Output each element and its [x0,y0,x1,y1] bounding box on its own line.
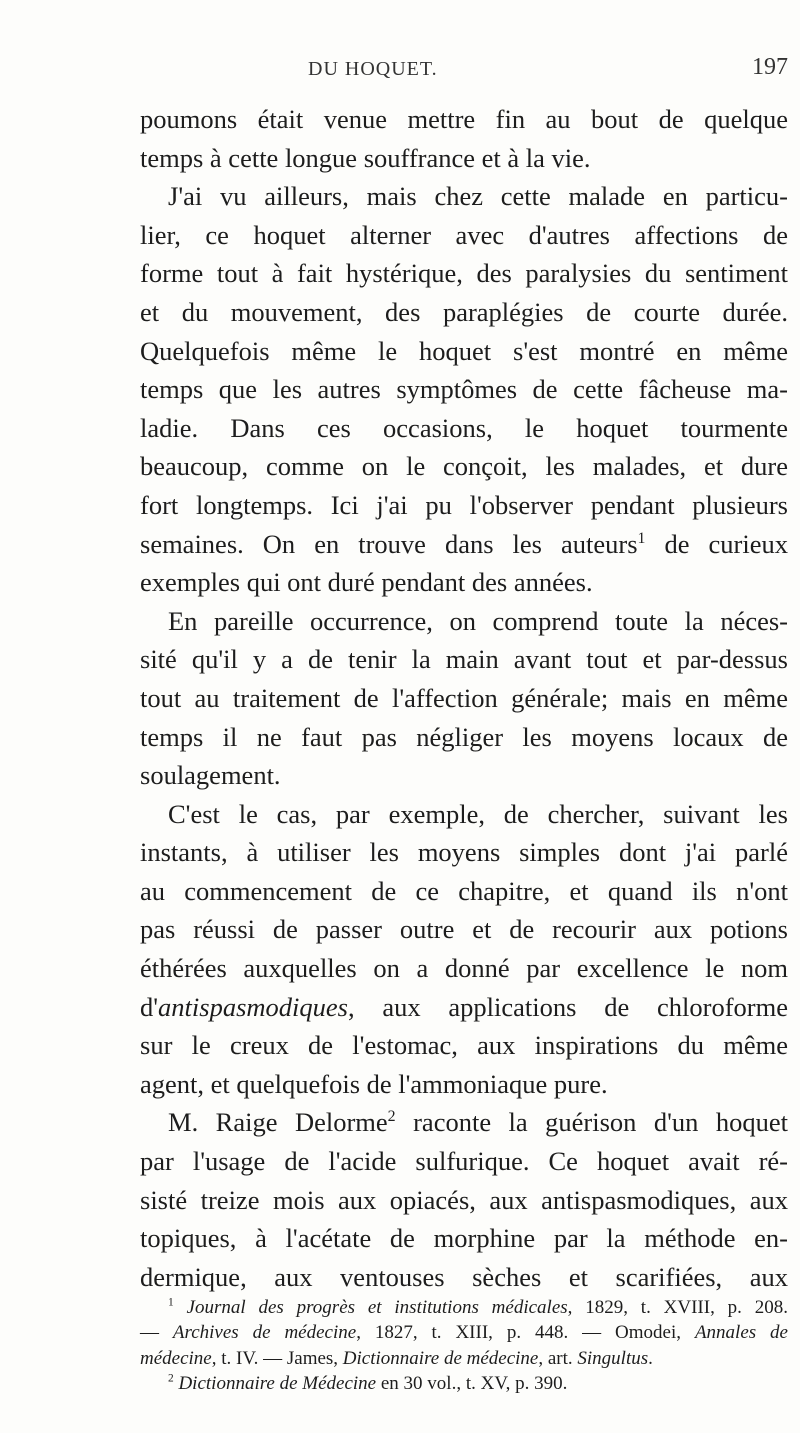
footnote-title: Dictionnaire de Médecine [178,1373,377,1395]
footnote-text: , art. [538,1347,578,1369]
text-line: beaucoup, comme on le conçoit, les malades, et dure [140,451,788,482]
footnote-1 [140,1295,788,1320]
text-line [140,1103,788,1142]
footnote-title: Singultus [577,1347,649,1369]
footnote-text: — [140,1322,173,1344]
footnote-title: médecine [140,1347,212,1369]
body-text [140,100,788,1296]
text-line: soulagement. [140,760,281,791]
text-line: au commencement de ce chapitre, et quand ils n'ont [140,875,788,906]
text-line: forme tout à fait hystérique, des paralysies du sentiment [140,258,788,289]
text-line [140,525,788,564]
text-fragment: semaines. On en trouve dans les auteurs [140,528,638,559]
text-line: lier, ce hoquet alterner avec d'autres affections de [140,219,788,250]
footnote-mark: 1 [168,1296,174,1309]
running-title: DU HOQUET. [308,58,438,80]
footnote-title: Journal des progrès et institutions médicales [186,1297,568,1318]
footnote-title: Annales de [694,1322,788,1344]
text-line: temps à cette longue souffrance et à la vie. [140,142,591,173]
footnote-text: , t. IV. — James, [211,1347,343,1369]
text-line: J'ai vu ailleurs, mais chez cette malade en particu- [168,181,788,212]
page-number: 197 [752,54,788,80]
text-line: En pareille occurrence, on comprend toute la néces- [168,605,788,636]
text-line: par l'usage de l'acide sulfurique. Ce hoquet avait ré- [140,1146,788,1177]
footnote-text: . [648,1347,653,1369]
footnote-text: , 1827, t. XIII, p. 448. — Omodei, [356,1322,695,1344]
text-fragment: , aux applications de chloroforme [347,991,788,1022]
text-line: temps que les autres symptômes de cette fâcheuse ma- [140,374,788,405]
text-line: tout au traitement de l'affection générale; mais en même [140,682,788,713]
footnote-text: , 1829, t. XVIII, p. 208. [567,1297,788,1318]
text-line: pas réussi de passer outre et de recourir aux potions [140,914,788,945]
italic-term: antispasmodiques [158,991,348,1022]
text-line: C'est le cas, par exemple, de chercher, suivant les [168,798,788,829]
text-line: Quelquefois même le hoquet s'est montré en même [140,335,788,366]
text-fragment: d' [140,991,159,1022]
footnote-ref: 1 [637,529,646,547]
text-fragment: raconte la guérison d'un hoquet [413,1107,789,1138]
text-line: sité qu'il y a de tenir la main avant tout et par-dessus [140,644,788,675]
footnote-ref: 2 [387,1108,396,1126]
page-header [140,52,788,88]
text-line: agent, et quelquefois de l'ammoniaque pure. [140,1068,608,1099]
footnote-text: en 30 vol., t. XV, p. 390. [376,1373,568,1395]
text-fragment: de curieux [645,528,788,559]
text-line: instants, à utiliser les moyens simples dont j'ai parlé [140,837,788,868]
text-line [140,988,788,1027]
footnote-1-cont [140,1320,788,1345]
text-fragment: M. Raige Delorme [168,1107,388,1138]
footnote-mark: 2 [168,1372,174,1385]
footnote-title: Archives de médecine [172,1322,357,1344]
text-line: sur le creux de l'estomac, aux inspirations du même [140,1030,788,1061]
text-line: ladie. Dans ces occasions, le hoquet tourmente [140,412,788,443]
footnote-title: Dictionnaire de médecine [342,1347,539,1369]
text-line: topiques, à l'acétate de morphine par la méthode en- [140,1223,788,1254]
footnote-1-cont [140,1346,788,1371]
text-line: sisté treize mois aux opiacés, aux antispasmodiques, aux [140,1184,788,1215]
text-line: fort longtemps. Ici j'ai pu l'observer pendant plusieurs [140,489,788,520]
text-line: temps il ne faut pas négliger les moyens locaux de [140,721,788,752]
text-line: et du mouvement, des paraplégies de courte durée. [140,296,788,327]
text-line: poumons était venue mettre fin au bout de quelque [140,104,788,134]
text-line: exemples qui ont duré pendant des années. [140,567,593,598]
text-line: éthérées auxquelles on a donné par excellence le nom [140,953,788,984]
text-line: dermique, aux ventouses sèches et scarifiées, aux [140,1261,788,1292]
footnotes [140,1295,788,1397]
footnote-2 [140,1371,788,1396]
